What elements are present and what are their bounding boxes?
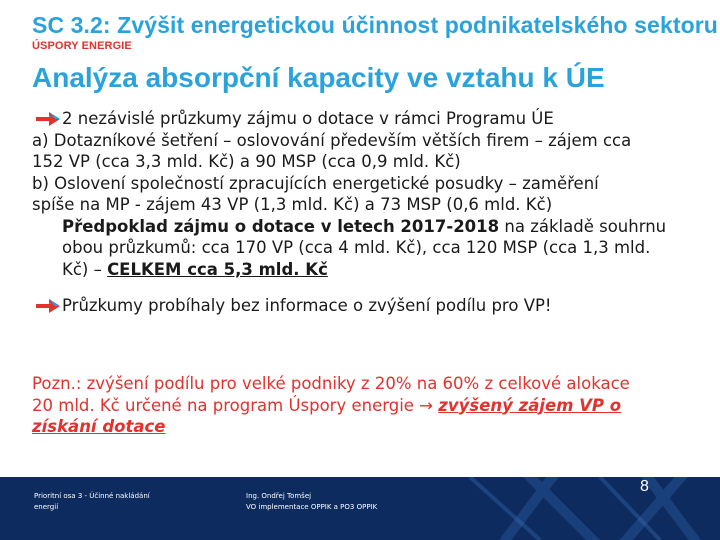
footer-left-text <box>34 491 184 513</box>
bullet-text-2-line3-start: Kč) – <box>62 259 108 279</box>
bullet-point-2-line2: obou průzkumů: cca 170 VP (cca 4 mld. Kč), cca 120 MSP (cca 1,3 mld. <box>62 238 651 257</box>
header-subtitle: ÚSPORY ENERGIE <box>32 40 132 52</box>
note-line2 <box>32 395 712 417</box>
header-title: SC 3.2: Zvýšit energetickou účinnost podnikatelského sektoru <box>32 12 718 38</box>
footer-left-line2: energií <box>34 503 59 511</box>
bullet-text-1: 2 nezávislé průzkumy zájmu o dotace v rámci Programu ÚE <box>62 109 554 128</box>
note-line3 <box>32 416 712 438</box>
arrow-right-icon <box>36 112 60 126</box>
footer-presenter <box>246 491 446 513</box>
footer-presenter-name: Ing. Ondřej Tomšej <box>246 492 312 500</box>
bullet-point-3 <box>32 295 704 317</box>
bullet-text-2-rest: na základě souhrnu <box>499 216 667 236</box>
bullet-point-2-line3 <box>32 259 704 281</box>
arrow-right-icon <box>36 299 60 313</box>
note-line2-start: 20 mld. Kč určené na program Úspory energie → <box>32 395 439 415</box>
bullet-point-2-line1 <box>32 216 704 238</box>
footer-left-line1: Prioritní osa 3 - Účinné nakládání <box>34 492 150 500</box>
note-line1: Pozn.: zvýšení podílu pro velké podniky z 20% na 60% z celkové alokace <box>32 374 630 393</box>
bullet-text-2-bold: Předpoklad zájmu o dotace v letech 2017-2018 <box>62 216 500 236</box>
sub-point-b-line2: spíše na MP - zájem 43 VP (1,3 mld. Kč) a 73 MSP (0,6 mld. Kč) <box>32 195 553 214</box>
sub-point-a-line2: 152 VP (cca 3,3 mld. Kč) a 90 MSP (cca 0,9 mld. Kč) <box>32 152 461 171</box>
sub-point-a-line1: a) Dotazníkové šetření – oslovování především větších firem – zájem cca <box>32 130 632 150</box>
page-number: 8 <box>640 478 649 495</box>
note-line3-emphasis: získání dotace <box>32 417 166 436</box>
footer-presenter-role: VO implementace OPPIK a PO3 OPPIK <box>246 503 378 511</box>
slide-title: Analýza absorpční kapacity ve vztahu k ÚE <box>32 62 605 93</box>
bullet-point-1 <box>32 108 704 130</box>
note-block <box>32 373 712 438</box>
total-amount: CELKEM cca 5,3 mld. Kč <box>107 259 328 279</box>
footer <box>0 477 720 540</box>
bullet-text-3: Průzkumy probíhaly bez informace o zvýšení podílu pro VP! <box>62 296 552 315</box>
note-line2-emphasis: zvýšený zájem VP o <box>438 395 622 415</box>
slide-content <box>32 108 704 317</box>
sub-point-b-line1: b) Oslovení společností zpracujících energetické posudky – zaměření <box>32 173 599 193</box>
